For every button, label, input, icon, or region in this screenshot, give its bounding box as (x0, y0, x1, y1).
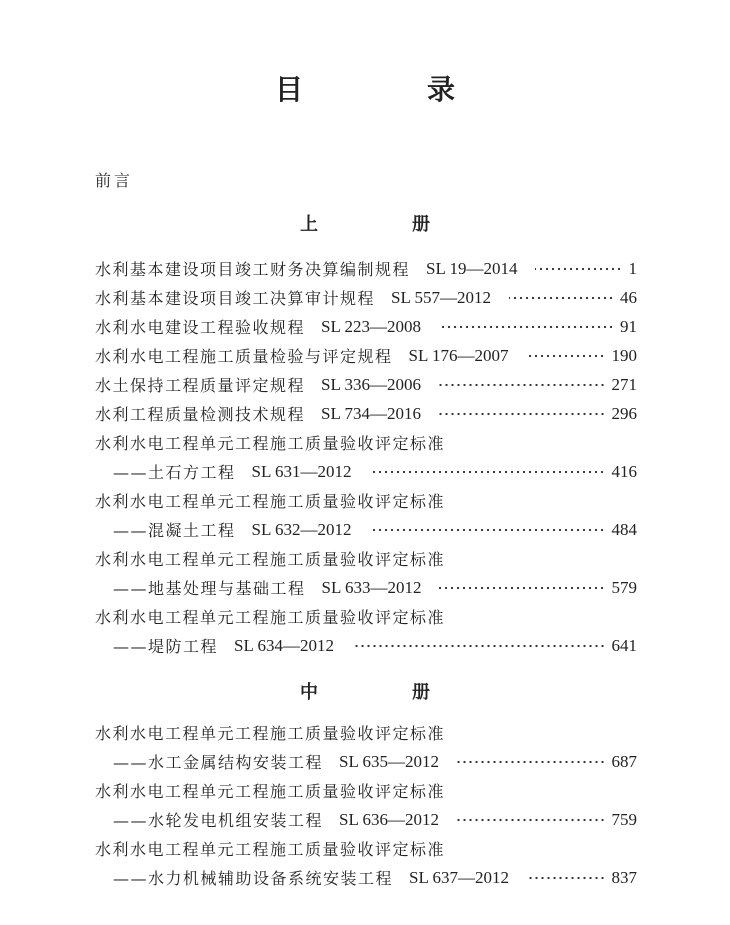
dot-leader (439, 412, 606, 416)
entry-code: SL 632—2012 (251, 519, 352, 539)
toc-entry[interactable] (95, 341, 637, 370)
entry-heading-text: 水利水电工程单元工程施工质量验收评定标准 (95, 492, 446, 511)
toc-list-volume-1 (95, 254, 637, 660)
entry-heading-text: 水利水电工程单元工程施工质量验收评定标准 (95, 724, 446, 743)
toc-entry-heading[interactable] (95, 776, 637, 805)
entry-page: 641 (611, 635, 637, 655)
entry-code: SL 734—2016 (321, 403, 421, 423)
entry-code: SL 557—2012 (391, 287, 491, 307)
toc-entry[interactable] (95, 370, 637, 399)
toc-entry[interactable] (95, 573, 637, 602)
entry-code: SL 176—2007 (408, 345, 509, 365)
toc-list-volume-2 (95, 718, 637, 892)
toc-entry[interactable] (95, 399, 637, 428)
toc-entry[interactable] (95, 863, 637, 892)
entry-code: SL 631—2012 (251, 461, 352, 481)
toc-entry[interactable] (95, 254, 637, 283)
volume-heading-2: 中 册 (300, 682, 468, 703)
entry-title: 水利水电建设工程验收规程 (95, 318, 306, 337)
entry-code: SL 637—2012 (409, 867, 509, 887)
toc-entry[interactable] (95, 747, 637, 776)
dot-leader (535, 267, 622, 271)
entry-heading-text: 水利水电工程单元工程施工质量验收评定标准 (95, 434, 446, 453)
dot-leader (527, 876, 606, 880)
entry-title: ——堤防工程 (113, 637, 219, 656)
toc-entry-heading[interactable] (95, 602, 637, 631)
entry-page: 484 (611, 519, 637, 539)
toc-entry-heading[interactable] (95, 718, 637, 747)
entry-page: 579 (611, 577, 637, 597)
entry-title: ——水轮发电机组安装工程 (113, 811, 324, 830)
entry-title: ——混凝土工程 (113, 521, 236, 540)
volume-heading-1: 上 册 (300, 214, 468, 235)
entry-title: 水利基本建设项目竣工财务决算编制规程 (95, 260, 411, 279)
entry-code: SL 223—2008 (321, 316, 421, 336)
entry-code: SL 634—2012 (234, 635, 334, 655)
entry-code: SL 19—2014 (426, 258, 518, 278)
page-title: 目 录 (274, 73, 503, 106)
entry-code: SL 635—2012 (339, 751, 439, 771)
dot-leader (369, 470, 605, 474)
entry-title: ——水工金属结构安装工程 (113, 753, 324, 772)
entry-page: 46 (620, 287, 637, 307)
entry-heading-text: 水利水电工程单元工程施工质量验收评定标准 (95, 608, 446, 627)
entry-page: 687 (611, 751, 637, 771)
toc-entry[interactable] (95, 805, 637, 834)
entry-title: 水利工程质量检测技术规程 (95, 405, 306, 424)
toc-preface[interactable]: 前言 (95, 171, 134, 190)
entry-page: 91 (620, 316, 637, 336)
toc-entry[interactable] (95, 515, 637, 544)
toc-entry-heading[interactable] (95, 486, 637, 515)
entry-page: 296 (611, 403, 637, 423)
entry-code: SL 636—2012 (339, 809, 439, 829)
toc-entry-heading[interactable] (95, 544, 637, 573)
entry-page: 271 (611, 374, 637, 394)
entry-title: 水土保持工程质量评定规程 (95, 376, 306, 395)
entry-page: 1 (628, 258, 637, 278)
toc-entry[interactable] (95, 312, 637, 341)
entry-title: ——地基处理与基础工程 (113, 579, 306, 598)
entry-title: ——土石方工程 (113, 463, 236, 482)
dot-leader (509, 296, 614, 300)
entry-title: 水利水电工程施工质量检验与评定规程 (95, 347, 393, 366)
entry-page: 837 (611, 867, 637, 887)
dot-leader (457, 760, 606, 764)
entry-heading-text: 水利水电工程单元工程施工质量验收评定标准 (95, 550, 446, 569)
toc-entry-heading[interactable] (95, 428, 637, 457)
dot-leader (439, 383, 606, 387)
dot-leader (457, 818, 606, 822)
entry-page: 416 (611, 461, 637, 481)
entry-page: 759 (611, 809, 637, 829)
entry-page: 190 (611, 345, 637, 365)
entry-title: 水利基本建设项目竣工决算审计规程 (95, 289, 376, 308)
dot-leader (439, 325, 614, 329)
entry-title: ——水力机械辅助设备系统安装工程 (113, 869, 394, 888)
toc-entry[interactable] (95, 631, 637, 660)
dot-leader (352, 644, 606, 648)
toc-entry[interactable] (95, 283, 637, 312)
entry-heading-text: 水利水电工程单元工程施工质量验收评定标准 (95, 840, 446, 859)
dot-leader (526, 354, 605, 358)
entry-code: SL 633—2012 (321, 577, 422, 597)
toc-entry[interactable] (95, 457, 637, 486)
toc-entry-heading[interactable] (95, 834, 637, 863)
entry-code: SL 336—2006 (321, 374, 421, 394)
entry-heading-text: 水利水电工程单元工程施工质量验收评定标准 (95, 782, 446, 801)
dot-leader (439, 586, 605, 590)
dot-leader (369, 528, 605, 532)
